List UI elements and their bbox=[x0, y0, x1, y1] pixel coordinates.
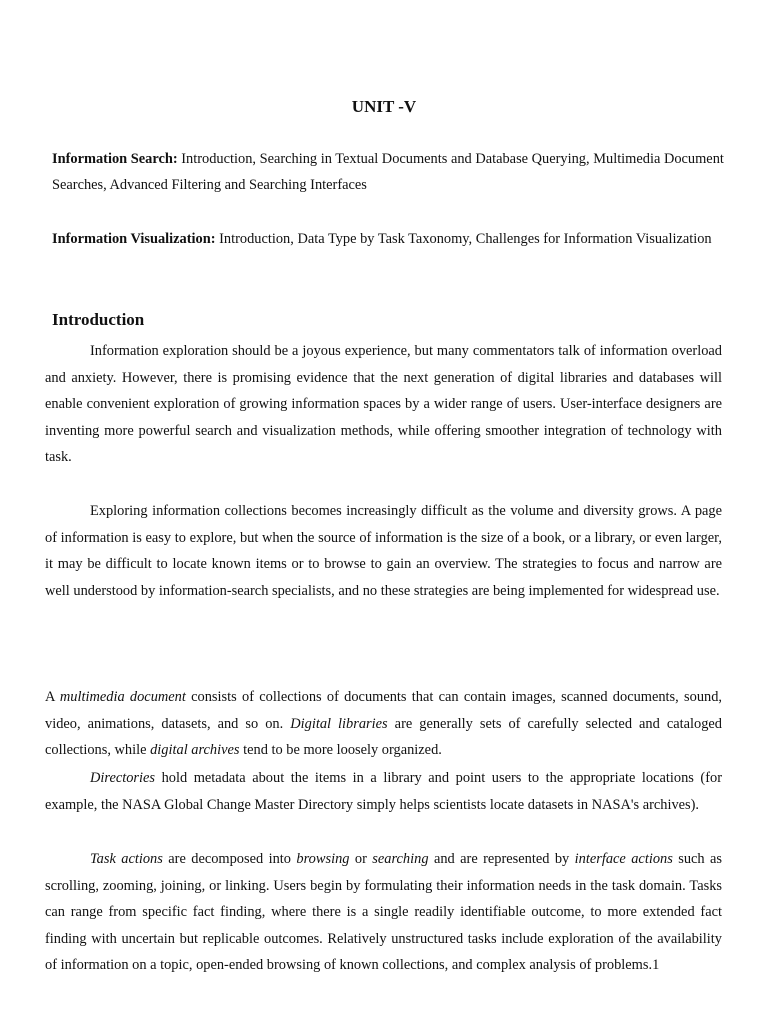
text-run: are generally sets of carefully selected and cataloged collections, while bbox=[45, 715, 722, 759]
term-task-actions: Task actions bbox=[90, 851, 163, 867]
text-run: tend to be more loosely organized. bbox=[239, 742, 442, 759]
term-digital-archives: digital archives bbox=[150, 742, 240, 759]
topic-text: Introduction, Data Type by Task Taxonomy, Challenges for Information Visualization bbox=[215, 231, 712, 247]
text-run: such as scrolling, zooming, joining, or linking. Users begin by formulating their information needs in the task domain. Tasks can range from specific fact finding, where there is a single readily identifiable outcome, to more extended fact finding with uncertain but replicable outcomes. Relatively unstructured tasks include exploration of the availability of information on a topic, open-ended browsing of known collections, and complex analysis of problems.1 bbox=[45, 851, 723, 974]
text-run: A bbox=[45, 689, 60, 705]
section-heading: Introduction bbox=[52, 310, 145, 329]
topic-information-search bbox=[52, 146, 732, 198]
topic-label: Information Search: bbox=[52, 151, 178, 167]
paragraph-intro: Information exploration should be a joyous experience, but many commentators talk of information overload and anxiety. However, there is promising evidence that the next generation of digital libraries and databases will enable convenient exploration of growing information spaces by a wider range of users. User-interface designers are inventing more powerful search and visualization methods, while offering smoother integration of technology with task. bbox=[45, 343, 722, 466]
term-digital-libraries: Digital libraries bbox=[290, 715, 388, 732]
text-run: and are represented by bbox=[428, 851, 575, 867]
term-browsing: browsing bbox=[296, 851, 350, 867]
topic-label: Information Visualization: bbox=[52, 231, 216, 247]
topic-information-visualization bbox=[52, 226, 732, 252]
paragraph-task-actions bbox=[45, 846, 722, 979]
text-run: consists of collections of documents that can contain images, scanned documents, sound, video, animations, datasets, and so on. bbox=[45, 689, 723, 732]
term-searching: searching bbox=[372, 851, 429, 867]
paragraph-directories bbox=[45, 765, 722, 818]
topic-text: Introduction, Searching in Textual Documents and Database Querying, Multimedia Document Searches, Advanced Filtering and Searching Interfaces bbox=[52, 151, 724, 193]
text-run: or bbox=[349, 851, 373, 867]
text-run: are decomposed into bbox=[162, 851, 297, 867]
term-directories: Directories bbox=[90, 770, 156, 786]
term-interface-actions: interface actions bbox=[574, 851, 673, 867]
paragraph-exploring: Exploring information collections becomes increasingly difficult as the volume and diversity grows. A page of information is easy to explore, but when the source of information is the size of a book, or a library, or even larger, it may be difficult to locate known items or to browse to gain an overview. The strategies to focus and narrow are well understood by information-search specialists, and no these strategies are being implemented for widespread use. bbox=[45, 503, 722, 599]
paragraph-multimedia bbox=[45, 684, 722, 764]
term-multimedia-document: multimedia document bbox=[59, 689, 186, 705]
text-run: hold metadata about the items in a library and point users to the appropriate locations (for example, the NASA Global Change Master Directory simply helps scientists locate datasets in NASA's archives). bbox=[45, 770, 722, 813]
unit-title: UNIT -V bbox=[351, 97, 417, 116]
